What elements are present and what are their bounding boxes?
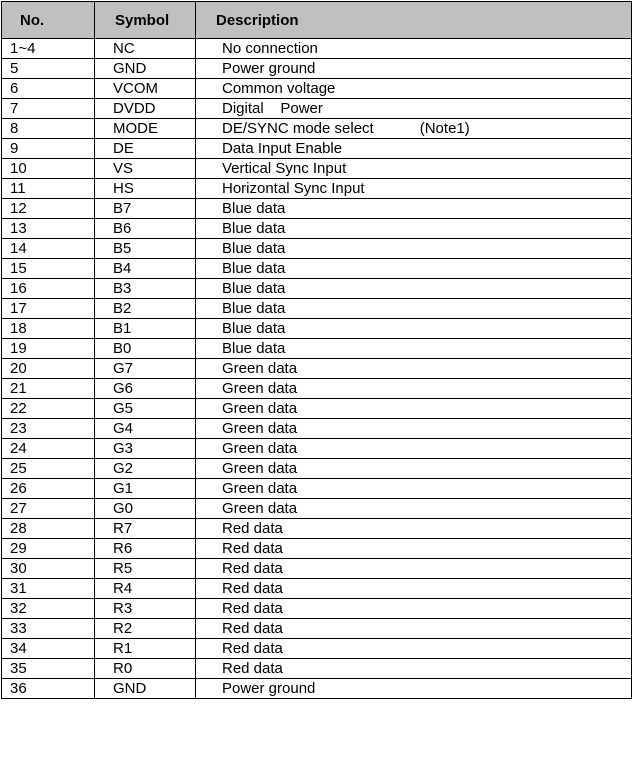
pin-symbol-cell: G7 — [95, 359, 196, 379]
table-row — [2, 99, 632, 119]
table-row — [2, 559, 632, 579]
pin-symbol-cell: G5 — [95, 399, 196, 419]
pin-symbol-cell: MODE — [95, 119, 196, 139]
pin-symbol-cell: B5 — [95, 239, 196, 259]
pin-number-cell: 32 — [2, 599, 95, 619]
description-text: Blue data — [222, 220, 286, 237]
pin-description-cell — [196, 619, 632, 639]
table-row — [2, 259, 632, 279]
pin-description-cell — [196, 99, 632, 119]
pin-number-cell: 17 — [2, 299, 95, 319]
description-text: Digital Power — [222, 100, 323, 117]
pin-symbol-cell: DE — [95, 139, 196, 159]
pin-symbol-cell: B2 — [95, 299, 196, 319]
table-row — [2, 179, 632, 199]
description-text: Power ground — [222, 680, 316, 697]
table-row — [2, 599, 632, 619]
pin-description-cell — [196, 119, 632, 139]
table-row — [2, 59, 632, 79]
pin-number-cell: 21 — [2, 379, 95, 399]
pin-description-cell — [196, 659, 632, 679]
pin-description-cell — [196, 419, 632, 439]
pin-number-cell: 15 — [2, 259, 95, 279]
pin-number-cell: 25 — [2, 459, 95, 479]
pin-description-cell — [196, 439, 632, 459]
pin-number-cell: 16 — [2, 279, 95, 299]
pin-number-cell: 30 — [2, 559, 95, 579]
pin-symbol-cell: B0 — [95, 339, 196, 359]
table-row — [2, 299, 632, 319]
description-text: Red data — [222, 580, 283, 597]
description-text: Green data — [222, 460, 298, 477]
pin-symbol-cell: B6 — [95, 219, 196, 239]
pin-symbol-cell: HS — [95, 179, 196, 199]
pin-number-cell: 34 — [2, 639, 95, 659]
table-row — [2, 219, 632, 239]
pin-symbol-cell: R3 — [95, 599, 196, 619]
description-text: Vertical Sync Input — [222, 160, 347, 177]
pin-number-cell: 24 — [2, 439, 95, 459]
pin-number-cell: 5 — [2, 59, 95, 79]
description-text: Blue data — [222, 200, 286, 217]
pin-description-cell — [196, 339, 632, 359]
pin-description-cell — [196, 219, 632, 239]
description-text: Blue data — [222, 320, 286, 337]
table-row — [2, 339, 632, 359]
description-text: Blue data — [222, 260, 286, 277]
table-row — [2, 579, 632, 599]
description-text: Green data — [222, 400, 298, 417]
pin-description-cell — [196, 559, 632, 579]
pin-symbol-cell: G2 — [95, 459, 196, 479]
table-row — [2, 279, 632, 299]
column-header-description: Description — [196, 2, 632, 39]
description-text: DE/SYNC mode select — [222, 120, 374, 137]
table-row — [2, 39, 632, 59]
description-text: Green data — [222, 500, 298, 517]
description-text: Red data — [222, 620, 283, 637]
pin-number-cell: 31 — [2, 579, 95, 599]
pin-description-cell — [196, 579, 632, 599]
description-text: Blue data — [222, 280, 286, 297]
table-row — [2, 199, 632, 219]
table-row — [2, 139, 632, 159]
pin-symbol-cell: VS — [95, 159, 196, 179]
table-row — [2, 679, 632, 699]
pin-symbol-cell: B4 — [95, 259, 196, 279]
pin-symbol-cell: G4 — [95, 419, 196, 439]
pin-number-cell: 6 — [2, 79, 95, 99]
description-text: Blue data — [222, 300, 286, 317]
pin-assignment-table — [1, 1, 632, 699]
pin-description-cell — [196, 279, 632, 299]
table-row — [2, 659, 632, 679]
pin-symbol-cell: B1 — [95, 319, 196, 339]
pin-symbol-cell: G6 — [95, 379, 196, 399]
table-row — [2, 319, 632, 339]
pin-number-cell: 7 — [2, 99, 95, 119]
description-text: Common voltage — [222, 80, 336, 97]
pin-description-cell — [196, 79, 632, 99]
pin-description-cell — [196, 179, 632, 199]
table-row — [2, 239, 632, 259]
description-text: Red data — [222, 560, 283, 577]
table-body — [2, 39, 632, 699]
pin-number-cell: 9 — [2, 139, 95, 159]
pin-number-cell: 12 — [2, 199, 95, 219]
description-text: Blue data — [222, 340, 286, 357]
description-text: Red data — [222, 540, 283, 557]
pin-number-cell: 27 — [2, 499, 95, 519]
description-text: Green data — [222, 380, 298, 397]
description-note: (Note1) — [419, 120, 470, 137]
pin-symbol-cell: R6 — [95, 539, 196, 559]
pin-description-cell — [196, 59, 632, 79]
table-row — [2, 379, 632, 399]
pin-description-cell — [196, 259, 632, 279]
pin-number-cell: 23 — [2, 419, 95, 439]
table-row — [2, 79, 632, 99]
pin-description-cell — [196, 499, 632, 519]
pin-number-cell: 20 — [2, 359, 95, 379]
description-text: Horizontal Sync Input — [222, 180, 365, 197]
pin-symbol-cell: R0 — [95, 659, 196, 679]
pin-description-cell — [196, 39, 632, 59]
pin-description-cell — [196, 299, 632, 319]
pin-number-cell: 8 — [2, 119, 95, 139]
pin-number-cell: 28 — [2, 519, 95, 539]
description-text: Green data — [222, 360, 298, 377]
pin-symbol-cell: DVDD — [95, 99, 196, 119]
pin-description-cell — [196, 319, 632, 339]
description-text: No connection — [222, 40, 318, 57]
table-row — [2, 159, 632, 179]
description-text: Red data — [222, 660, 283, 677]
pin-description-cell — [196, 679, 632, 699]
description-text: Red data — [222, 640, 283, 657]
pin-description-cell — [196, 479, 632, 499]
pin-symbol-cell: GND — [95, 59, 196, 79]
pin-description-cell — [196, 399, 632, 419]
description-text: Green data — [222, 420, 298, 437]
description-text: Green data — [222, 440, 298, 457]
description-text: Power ground — [222, 60, 316, 77]
pin-symbol-cell: VCOM — [95, 79, 196, 99]
pin-description-cell — [196, 639, 632, 659]
pin-description-cell — [196, 519, 632, 539]
table-row — [2, 519, 632, 539]
table-row — [2, 459, 632, 479]
pin-symbol-cell: NC — [95, 39, 196, 59]
pin-description-cell — [196, 199, 632, 219]
description-text: Data Input Enable — [222, 140, 343, 157]
pin-number-cell: 14 — [2, 239, 95, 259]
pin-number-cell: 1~4 — [2, 39, 95, 59]
table-header — [2, 2, 632, 39]
pin-symbol-cell: R5 — [95, 559, 196, 579]
description-text: Red data — [222, 600, 283, 617]
table-row — [2, 119, 632, 139]
description-text: Green data — [222, 480, 298, 497]
table-row — [2, 479, 632, 499]
pin-number-cell: 19 — [2, 339, 95, 359]
pin-number-cell: 22 — [2, 399, 95, 419]
pin-symbol-cell: G0 — [95, 499, 196, 519]
description-text: Blue data — [222, 240, 286, 257]
pin-description-cell — [196, 379, 632, 399]
table-row — [2, 399, 632, 419]
pin-symbol-cell: R1 — [95, 639, 196, 659]
pin-number-cell: 18 — [2, 319, 95, 339]
table-row — [2, 499, 632, 519]
table-row — [2, 619, 632, 639]
pin-number-cell: 36 — [2, 679, 95, 699]
pin-symbol-cell: R2 — [95, 619, 196, 639]
description-text: Red data — [222, 520, 283, 537]
pin-symbol-cell: G1 — [95, 479, 196, 499]
pin-number-cell: 13 — [2, 219, 95, 239]
pin-description-cell — [196, 539, 632, 559]
pin-description-cell — [196, 459, 632, 479]
table-row — [2, 539, 632, 559]
pin-number-cell: 10 — [2, 159, 95, 179]
pin-symbol-cell: R4 — [95, 579, 196, 599]
pin-number-cell: 26 — [2, 479, 95, 499]
pin-symbol-cell: B7 — [95, 199, 196, 219]
pin-description-cell — [196, 159, 632, 179]
pin-description-cell — [196, 239, 632, 259]
table-row — [2, 439, 632, 459]
pin-description-cell — [196, 359, 632, 379]
pin-symbol-cell: GND — [95, 679, 196, 699]
pin-description-cell — [196, 599, 632, 619]
pin-number-cell: 35 — [2, 659, 95, 679]
pin-number-cell: 33 — [2, 619, 95, 639]
pin-number-cell: 29 — [2, 539, 95, 559]
pin-symbol-cell: B3 — [95, 279, 196, 299]
table-row — [2, 359, 632, 379]
pin-description-cell — [196, 139, 632, 159]
pin-symbol-cell: G3 — [95, 439, 196, 459]
header-row — [2, 2, 632, 39]
table-row — [2, 639, 632, 659]
table-row — [2, 419, 632, 439]
pin-number-cell: 11 — [2, 179, 95, 199]
pin-symbol-cell: R7 — [95, 519, 196, 539]
column-header-no: No. — [2, 2, 95, 39]
column-header-symbol: Symbol — [95, 2, 196, 39]
